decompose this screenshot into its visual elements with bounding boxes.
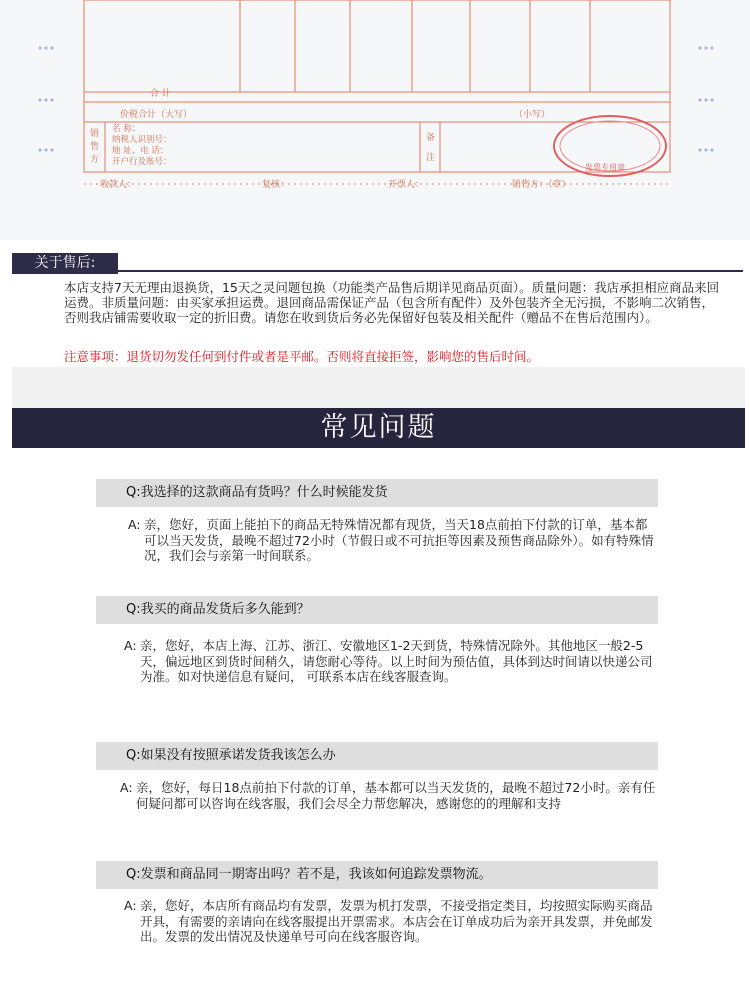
after-sales-divider xyxy=(118,270,743,272)
faq-answer-3 xyxy=(120,780,660,811)
invoice-seller-fields xyxy=(112,124,172,168)
faq-question-1: Q:我选择的这款商品有货吗？什么时候能发货 xyxy=(96,479,658,507)
invoice-tax-total-label: 价税合计（大写） xyxy=(120,110,193,120)
faq-answer-1 xyxy=(128,517,658,564)
faq-answer-2 xyxy=(124,638,660,685)
invoice-stamp-text: 发票专用章 xyxy=(585,163,625,172)
faq-answer-4 xyxy=(124,898,660,945)
after-sales-notice: 注意事项：退货切勿发任何到付件或者是平邮。否则将直接拒签，影响您的售后时间。 xyxy=(64,349,540,364)
invoice-seller-taxid: 纳税人识别号： xyxy=(112,135,172,145)
faq-answer-prefix: A: xyxy=(128,517,141,532)
invoice-drawing xyxy=(0,0,750,240)
after-sales-title: 关于售后: xyxy=(12,253,118,274)
faq-question-2: Q:我买的商品发货后多久能到？ xyxy=(96,596,658,624)
faq-answer-text: 亲，您好，页面上能拍下的商品无特殊情况都有现货，当天18点前拍下付款的订单，基本都可以当天发货，最晚不超过72小时（节假日或不可抗拒等因素及预售商品除外）。如有特殊情况，我们会与亲第一时间联系。 xyxy=(144,517,654,563)
invoice-seller-name: 名 称： xyxy=(112,124,141,134)
after-sales-body xyxy=(64,280,724,325)
faq-question-3: Q:如果没有按照承诺发货我该怎么办 xyxy=(96,742,658,770)
faq-title: 常见问题 xyxy=(12,408,745,448)
faq-answer-text: 亲，您好，本店所有商品均有发票，发票为机打发票，不接受指定类目，均按照实际购买商品开具，有需要的亲请向在线客服提出开票需求。本店会在订单成功后为亲开具发票，并免邮发出。发票的发出情况及快递单号可向在线客服咨询。 xyxy=(140,898,653,944)
invoice-seller-stamp-label: 销售方：（章） xyxy=(512,180,571,190)
invoice-note-side-label: 备注 xyxy=(426,133,436,163)
invoice-seller-side-label: 销售方 xyxy=(90,129,100,165)
faq-answer-prefix: A: xyxy=(120,780,133,795)
after-sales-text: 本店支持7天无理由退换货，15天之灵问题包换（功能类产品售后期详见商品页面）。质量问题：我店承担相应商品来回运费。非质量问题：由买家承担运费。退回商品需保证产品（包含所有配件）及外包装齐全无污损，不影响二次销售，否则我店铺需要收取一定的折旧费。请您在收到货后务必先保留好包装及相关配件（赠品不在售后范围内）。 xyxy=(64,280,720,325)
invoice-total-label: 合 计 xyxy=(150,89,171,99)
invoice-small-label: （小写） xyxy=(514,110,551,120)
faq-answer-text: 亲，您好，本店上海、江苏、浙江、安徽地区1-2天到货，特殊情况除外。其他地区一般2-5天，偏远地区到货时间稍久，请您耐心等待。以上时间为预估值，具体到达时间请以快递公司为准。如对快递信息有疑问， 可联系本店在线客服查询。 xyxy=(140,638,653,684)
faq-answer-prefix: A: xyxy=(124,898,137,913)
invoice-payee-label: 收款人： xyxy=(100,180,137,190)
faq-answer-prefix: A: xyxy=(124,638,137,653)
faq-banner-background xyxy=(12,367,745,411)
invoice-drawer-label: 开票人： xyxy=(388,180,425,190)
invoice-seller-bank: 开户行及账号： xyxy=(112,157,172,167)
invoice-review-label: 复核： xyxy=(262,180,290,190)
faq-question-4: Q:发票和商品同一期寄出吗？若不是，我该如何追踪发票物流。 xyxy=(96,861,658,889)
faq-answer-text: 亲，您好，每日18点前拍下付款的订单，基本都可以当天发货的，最晚不超过72小时。亲有任何疑问都可以咨询在线客服，我们会尽全力帮您解决，感谢您的的理解和支持 xyxy=(136,780,656,811)
invoice-seller-address: 地 址、电 话： xyxy=(112,146,169,156)
invoice-image xyxy=(0,0,750,240)
